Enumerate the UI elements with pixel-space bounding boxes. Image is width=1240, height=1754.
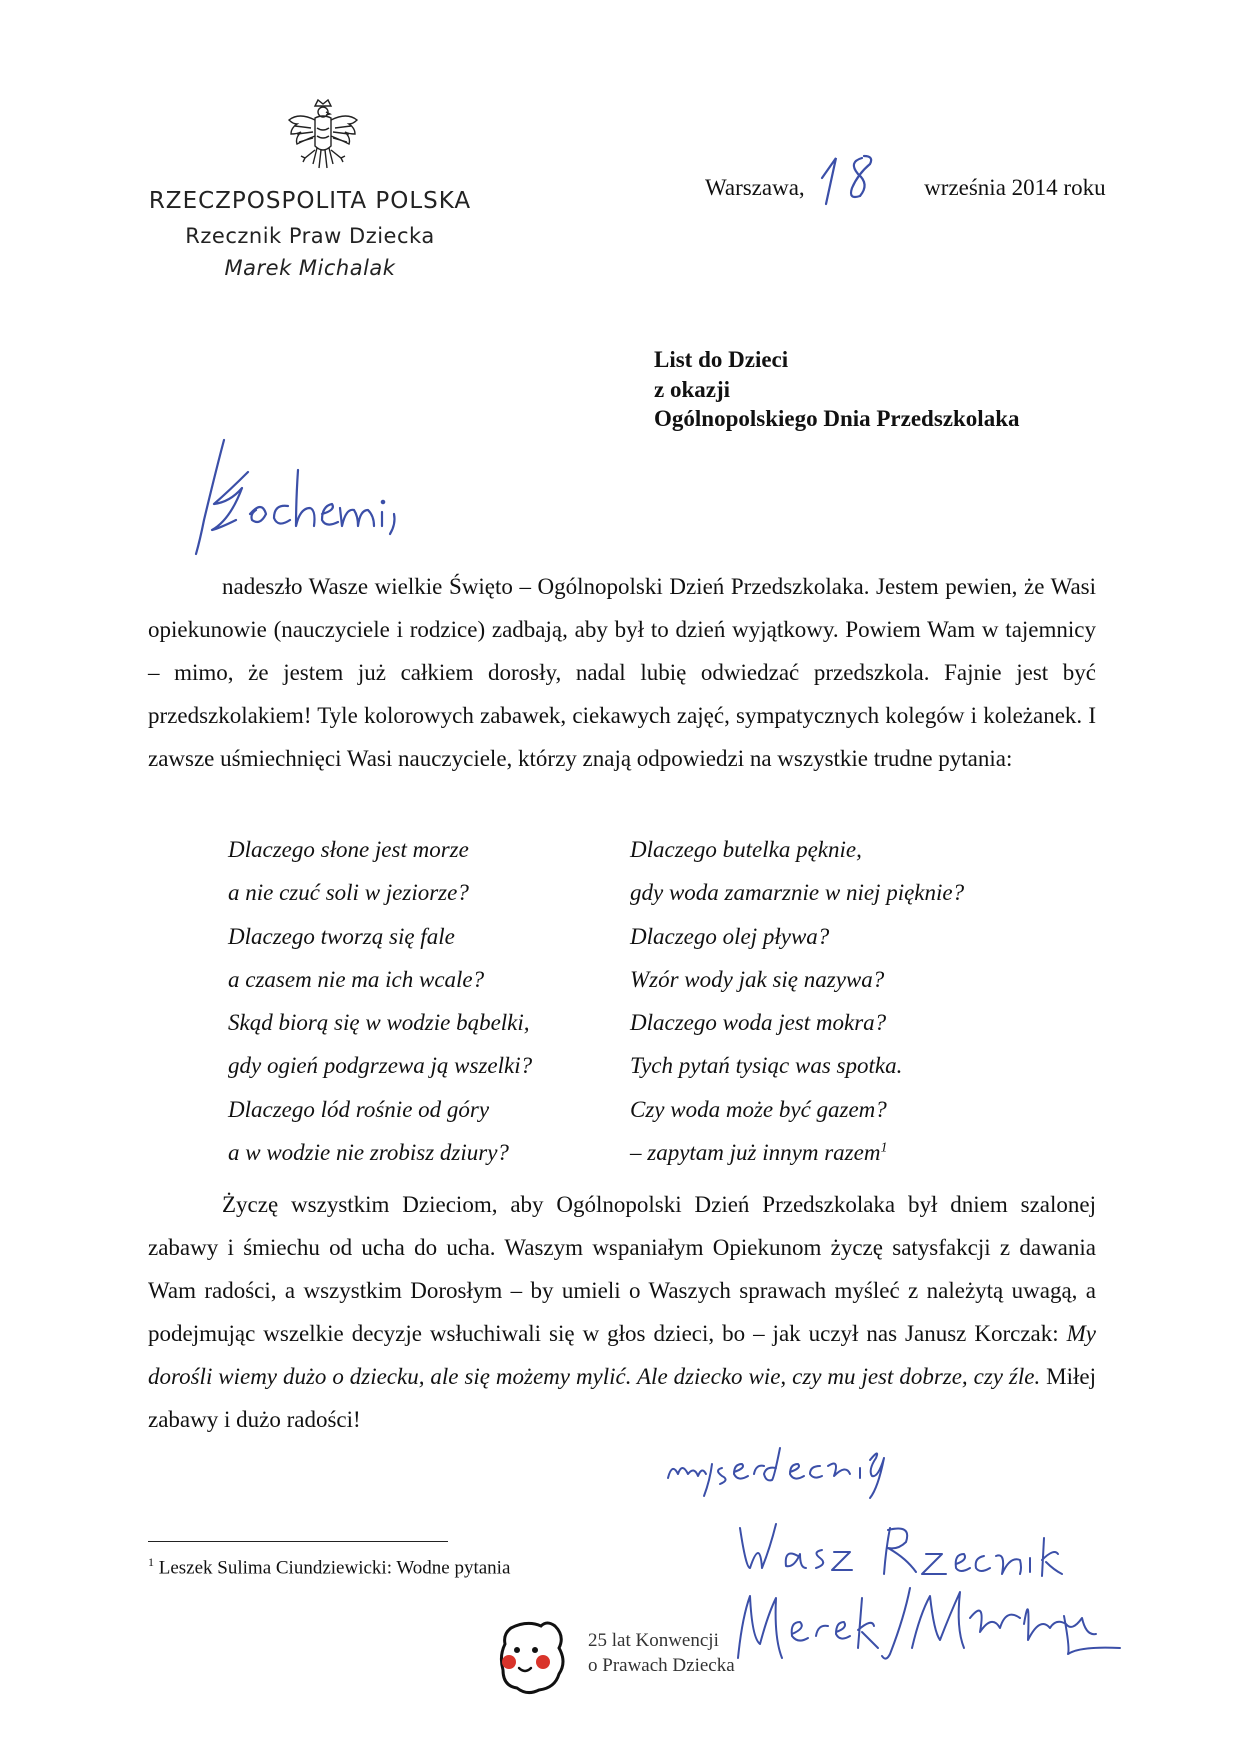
footnote-rule — [148, 1541, 448, 1542]
footnote — [148, 1555, 510, 1579]
footnote-marker: 1 — [148, 1555, 154, 1569]
poem-line: Tych pytań tysiąc was spotka. — [630, 1053, 903, 1079]
footnote-reference[interactable]: 1 — [880, 1140, 888, 1156]
poem-line: Dlaczego słone jest morze — [228, 837, 469, 862]
paragraph2-closing: Miłej zabawy i dużo radości! — [148, 1364, 1096, 1432]
poem-right-column — [630, 828, 1050, 1174]
child-face-logo-icon — [497, 1618, 569, 1696]
poem-line: Skąd biorą się w wodzie bąbelki, — [228, 1010, 530, 1036]
poem-line-text: – zapytam już innym razem — [630, 1140, 881, 1166]
paragraph2-text: Życzę wszystkim Dzieciom, aby Ogólnopolski Dzień Przedszkolaka był dniem szalonej zabawy i śmiechu od ucha do ucha. Waszym wspaniałym Opiekunom życzę satysfakcji z dawania Wam radości, a wszystkim Dorosłym – by umieli o Waszych sprawach myśleć z należytą uwagą, a podejmując wszelkie decyzje wsłuchiwali się w głos dzieci, bo – jak uczył nas Janusz Korczak: — [148, 1192, 1096, 1346]
poem-line: Dlaczego tworzą się fale — [228, 923, 455, 949]
title-line-2: z okazji — [654, 377, 731, 402]
logo-line-2: o Prawach Dziecka — [588, 1655, 735, 1676]
korczak-quote: My dorośli wiemy dużo o dziecku, ale się możemy mylić. Ale dziecko wie, czy mu jest dobrze, czy źle. — [148, 1321, 1096, 1389]
header-office: Rzecznik Praw Dziecka — [185, 224, 435, 248]
poem-line: a w wodzie nie zrobisz dziury? — [228, 1140, 509, 1166]
poem-line: Dlaczego olej pływa? — [630, 923, 830, 949]
poem-line: Wzór wody jak się nazywa? — [630, 966, 885, 992]
poem-line: gdy ogień podgrzewa ją wszelki? — [228, 1053, 533, 1079]
date-rest: września 2014 roku — [924, 175, 1106, 200]
handwritten-day — [818, 148, 898, 210]
header-country: RZECZPOSPOLITA POLSKA — [148, 188, 472, 214]
poem-line: Dlaczego butelka pęknie, — [630, 837, 862, 862]
title-line-1: List do Dzieci — [654, 347, 789, 372]
date-line — [705, 175, 1106, 201]
logo-line-1: 25 lat Konwencji — [588, 1630, 719, 1651]
poem-line-last — [630, 1131, 1050, 1174]
polish-eagle-emblem-icon — [285, 98, 361, 186]
footnote-text: Leszek Sulima Ciundziewicki: Wodne pytania — [158, 1557, 511, 1579]
logo-caption — [588, 1628, 735, 1678]
title-line-3: Ogólnopolskiego Dnia Przedszkolaka — [654, 406, 1020, 431]
poem-line: Dlaczego woda jest mokra? — [630, 1010, 887, 1036]
poem-line: gdy woda zamarznie w niej pięknie? — [630, 880, 965, 906]
header-name: Marek Michalak — [224, 256, 396, 280]
body-paragraph-2 — [148, 1183, 1096, 1441]
poem-line: a czasem nie ma ich wcale? — [228, 966, 485, 992]
poem-line: Czy woda może być gazem? — [630, 1096, 887, 1122]
date-city: Warszawa, — [705, 175, 805, 200]
poem-left-column — [228, 828, 618, 1174]
body-paragraph-1: nadeszło Wasze wielkie Święto – Ogólnopolski Dzień Przedszkolaka. Jestem pewien, że Wasi opiekunowie (nauczyciele i rodzice) zadbają, aby był to dzień wyjątkowy. Powiem Wam w tajemnicy – mimo, że jestem już całkiem dorosły, nadal lubię odwiedzać przedszkola. Fajnie jest być przedszkolakiem! Tyle kolorowych zabawek, ciekawych zajęć, sympatycznych kolegów i koleżanek. I zawsze uśmiechnięci Wasi nauczyciele, którzy znają odpowiedzi na wszystkie trudne pytania: — [148, 574, 1096, 771]
poem-line: Dlaczego lód rośnie od góry — [228, 1096, 490, 1122]
handwritten-greeting — [190, 430, 410, 560]
poem-line: a nie czuć soli w jeziorze? — [228, 880, 469, 906]
